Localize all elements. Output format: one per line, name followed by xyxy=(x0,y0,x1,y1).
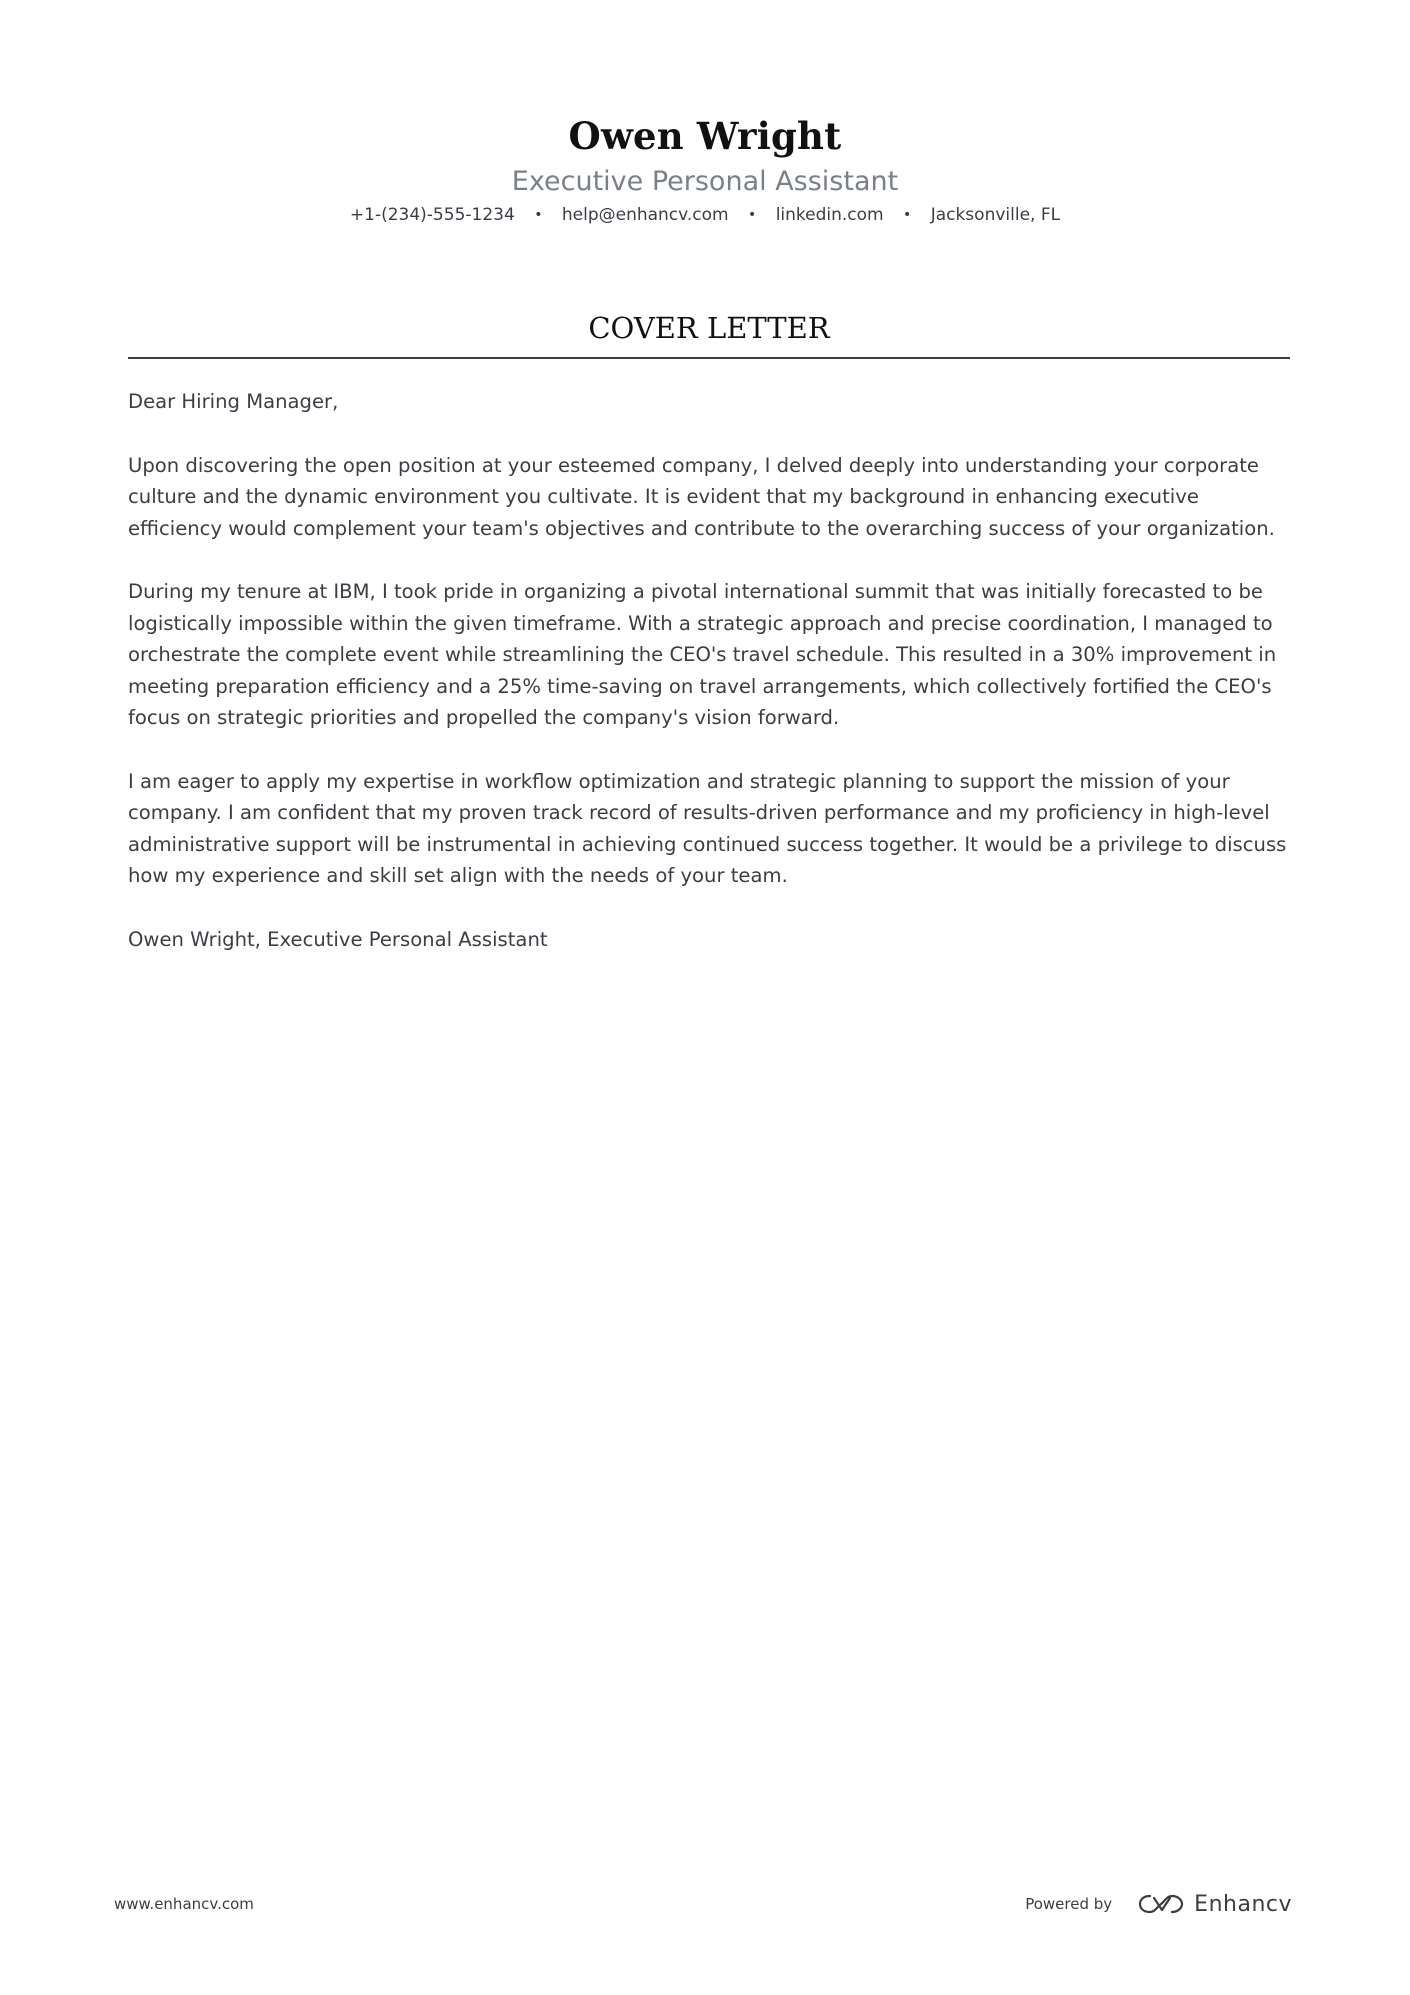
enhancv-logo-icon xyxy=(1138,1892,1184,1916)
resume-header xyxy=(0,108,1410,228)
linkedin-link: linkedin.com xyxy=(775,205,884,225)
contact-info xyxy=(0,202,1410,228)
email-address: help@enhancv.com xyxy=(561,205,729,225)
location: Jacksonville, FL xyxy=(930,205,1061,225)
phone-number: +1-(234)-555-1234 xyxy=(349,205,515,225)
brand-name: Enhancv xyxy=(1194,1891,1292,1917)
candidate-role: Executive Personal Assistant xyxy=(511,166,899,197)
contact-separator: • xyxy=(748,207,757,223)
paragraph-3: I am eager to apply my expertise in workflow optimization and strategic planning to support the mission of your company. I am confident that my proven track record of results-driven performance and my proficiency in high-level administrative support will be instrumental in achieving continued success together. It would be a privilege to discuss how my experience and skill set align with the needs of your team. xyxy=(128,769,1287,887)
candidate-name: Owen Wright xyxy=(568,114,842,158)
section-title: COVER LETTER xyxy=(588,311,830,345)
paragraph-1: Upon discovering the open position at your esteemed company, I delved deeply into understanding your corporate culture and the dynamic environment you cultivate. It is evident that my background in enhancing executive efficiency would complement your team's objectives and contribute to the overarching success of your organization. xyxy=(128,453,1275,540)
paragraph-2: During my tenure at IBM, I took pride in organizing a pivotal international summit that was initially forecasted to be logistically impossible within the given timeframe. With a strategic approach and precise coordination, I managed to orchestrate the complete event while streamlining the CEO's travel schedule. This resulted in a 30% improvement in meeting preparation efficiency and a 25% time-saving on travel arrangements, which collectively fortified the CEO's focus on strategic priorities and propelled the company's vision forward. xyxy=(128,580,1277,729)
contact-separator: • xyxy=(534,207,543,223)
footer-website: www.enhancv.com xyxy=(114,1895,254,1913)
signature: Owen Wright, Executive Personal Assistant xyxy=(128,927,548,951)
contact-separator: • xyxy=(903,207,912,223)
powered-by-label: Powered by xyxy=(1025,1895,1113,1913)
letter-body xyxy=(128,386,1298,987)
footer-branding xyxy=(1025,1890,1292,1918)
section-divider xyxy=(128,357,1290,359)
greeting: Dear Hiring Manager, xyxy=(128,390,339,413)
